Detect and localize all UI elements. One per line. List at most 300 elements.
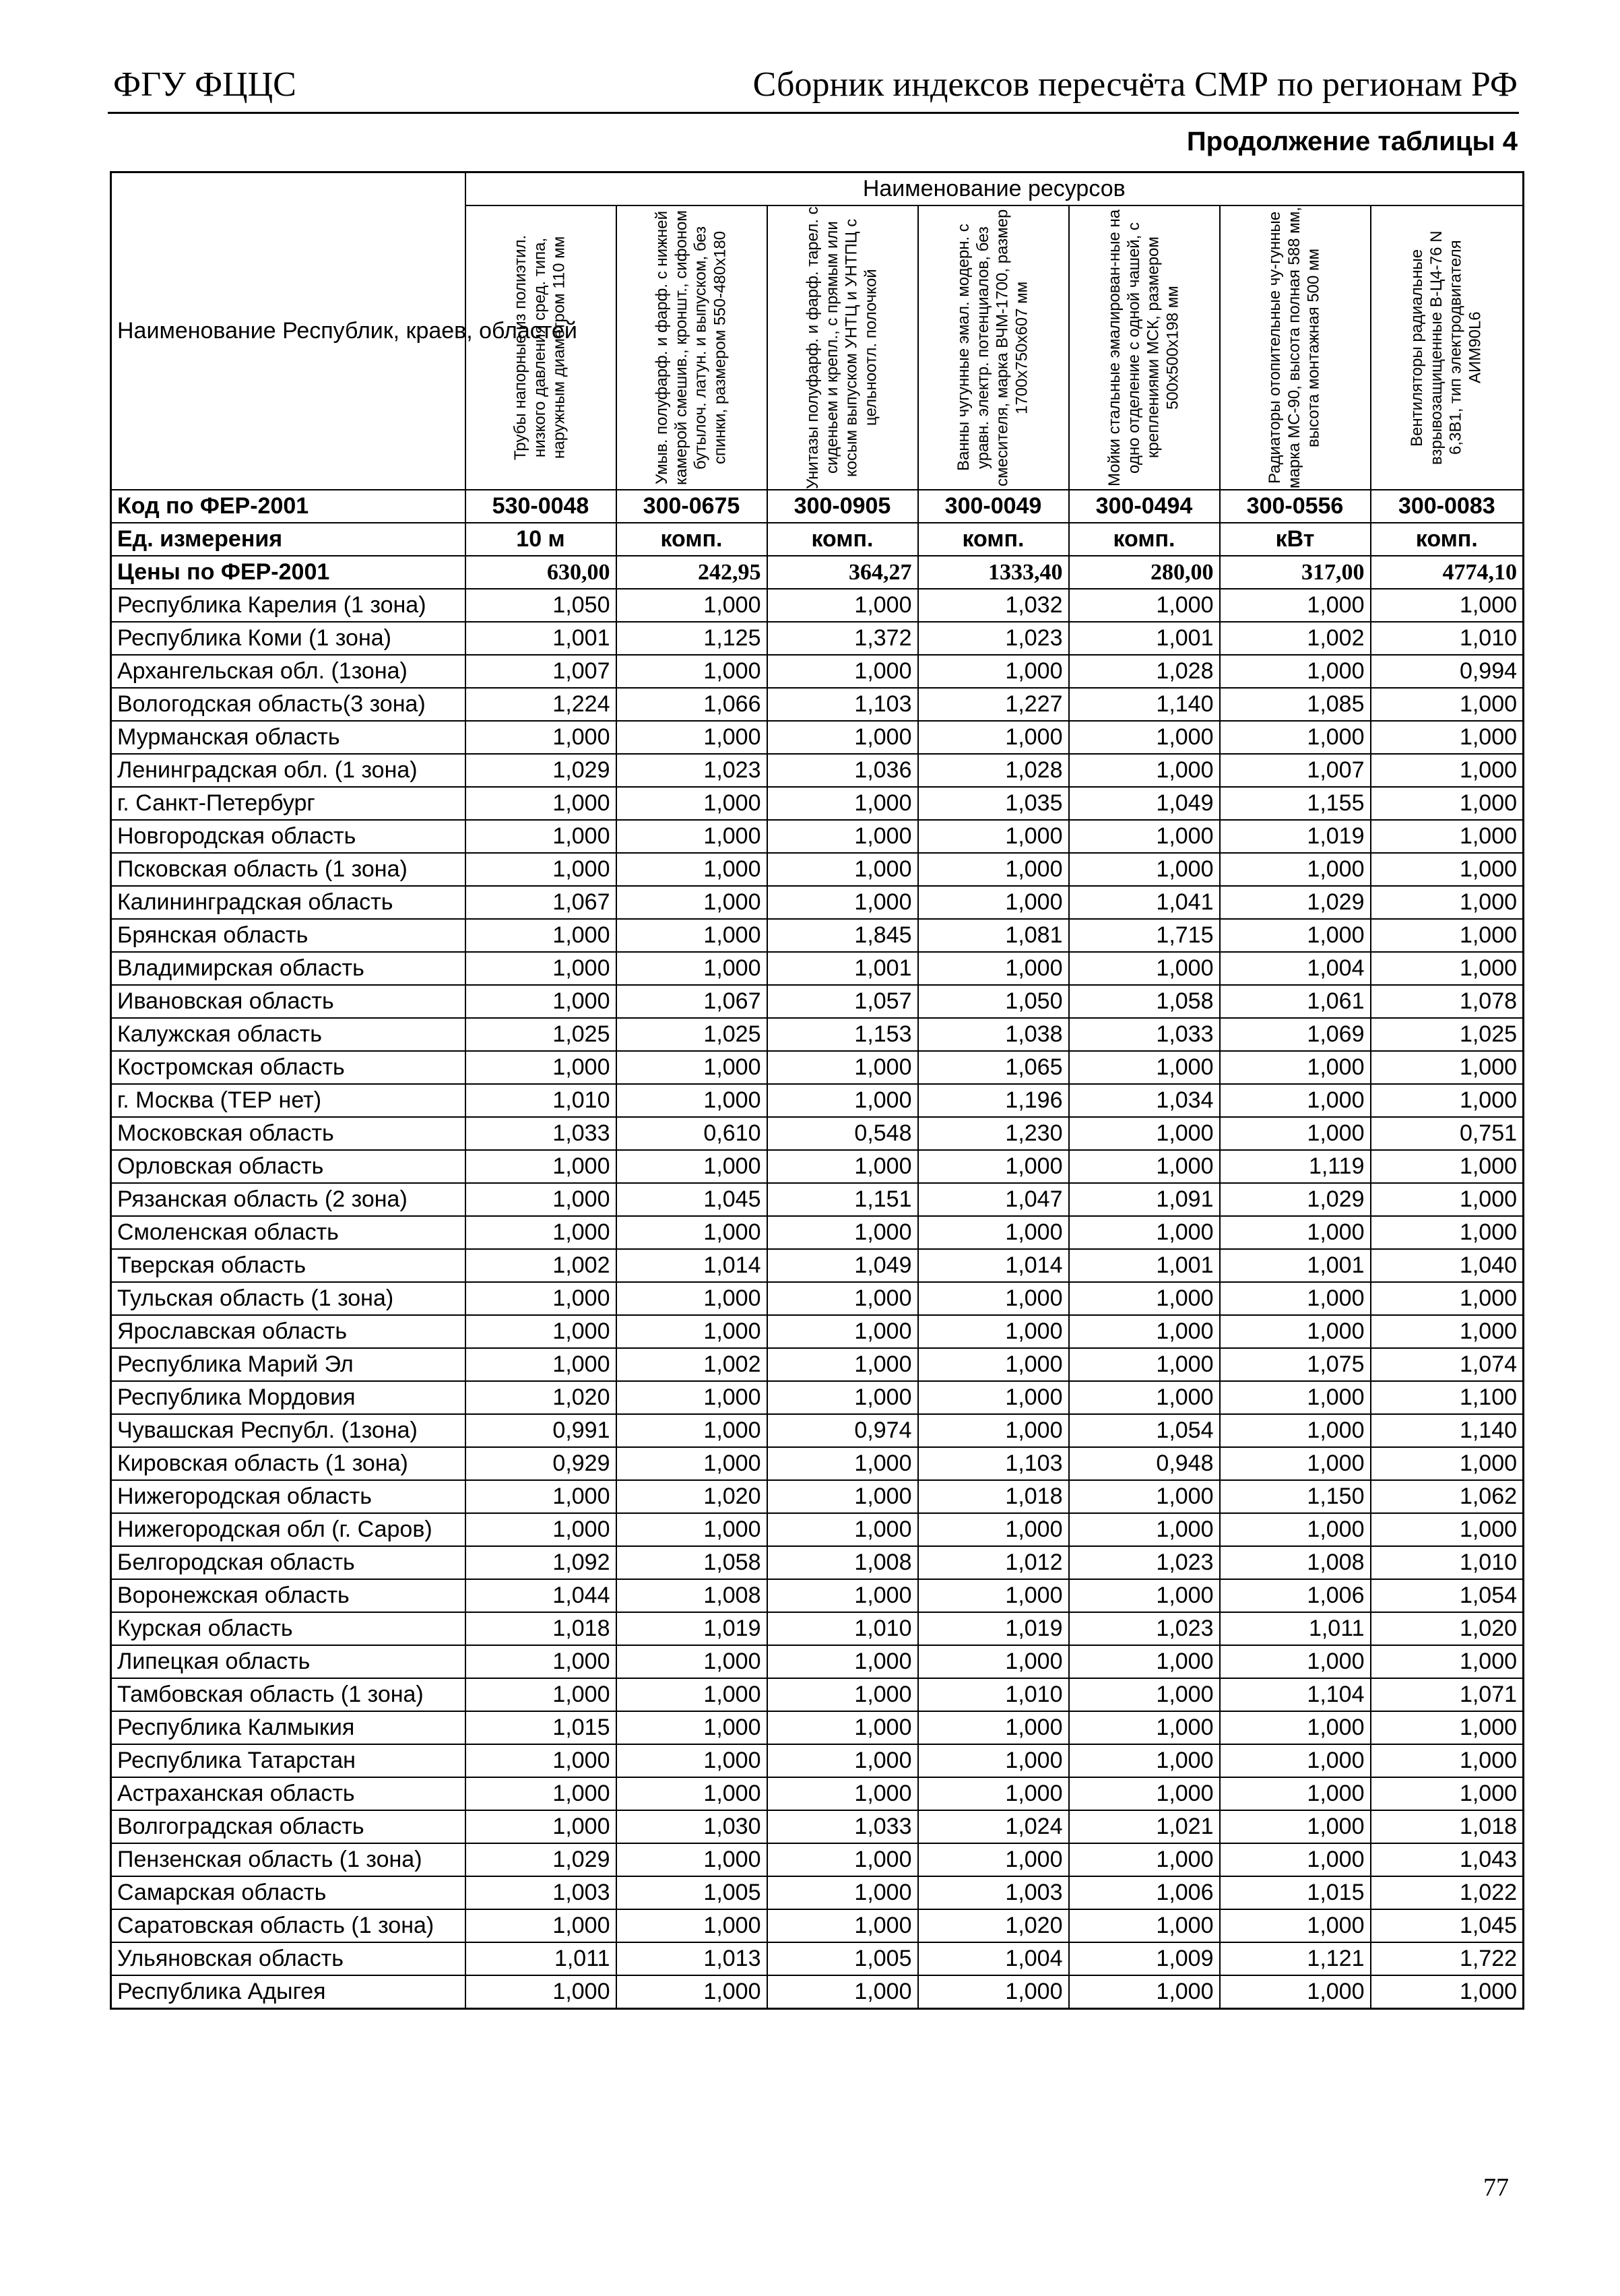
index-value: 1,000 xyxy=(616,1975,767,2009)
index-value: 1,033 xyxy=(465,1117,616,1150)
index-value: 1,015 xyxy=(1220,1876,1371,1909)
index-value: 1,000 xyxy=(1220,1975,1371,2009)
index-value: 1,019 xyxy=(918,1612,1069,1645)
index-value: 1,001 xyxy=(465,622,616,655)
index-value: 1,000 xyxy=(616,1777,767,1810)
code-label: Код по ФЕР-2001 xyxy=(111,490,465,523)
index-value: 1,000 xyxy=(918,655,1069,688)
index-value: 1,000 xyxy=(1220,1315,1371,1348)
index-value: 1,000 xyxy=(465,919,616,952)
index-value: 1,104 xyxy=(1220,1678,1371,1711)
index-value: 1,000 xyxy=(767,1315,918,1348)
index-value: 1,000 xyxy=(465,1975,616,2009)
index-value: 1,038 xyxy=(918,1018,1069,1051)
index-value: 1,000 xyxy=(767,1876,918,1909)
table-row xyxy=(111,655,1524,688)
index-value: 1,000 xyxy=(1069,952,1220,985)
index-value: 1,000 xyxy=(767,1348,918,1381)
index-value: 1,067 xyxy=(616,985,767,1018)
index-value: 1,002 xyxy=(465,1249,616,1282)
index-value: 1,000 xyxy=(1069,1579,1220,1612)
index-value: 1,000 xyxy=(767,1216,918,1249)
index-value: 1,000 xyxy=(1220,1711,1371,1744)
resource-price: 630,00 xyxy=(465,556,616,589)
index-value: 1,002 xyxy=(616,1348,767,1381)
index-value: 1,000 xyxy=(1069,1282,1220,1315)
index-value: 1,000 xyxy=(465,1909,616,1942)
index-value: 1,000 xyxy=(616,1678,767,1711)
index-value: 1,000 xyxy=(1371,1777,1524,1810)
region-name: Вологодская область(3 зона) xyxy=(111,688,465,721)
index-value: 1,000 xyxy=(465,1744,616,1777)
index-value: 1,000 xyxy=(918,1348,1069,1381)
index-value: 1,066 xyxy=(616,688,767,721)
index-value: 1,034 xyxy=(1069,1084,1220,1117)
index-value: 1,000 xyxy=(465,1348,616,1381)
index-value: 0,991 xyxy=(465,1414,616,1447)
index-value: 1,000 xyxy=(1069,820,1220,853)
table-continuation-label: Продолжение таблицы 4 xyxy=(1186,127,1518,156)
resource-column-title: Унитазы полуфарф. и фарф. тарел. с сиденьем и крепл., с прямым или косым выпуском УНТЦ и УНТПЦ с цельноотл. полочкой xyxy=(803,206,880,489)
index-value: 1,005 xyxy=(767,1942,918,1975)
index-value: 1,000 xyxy=(918,1975,1069,2009)
table-row xyxy=(111,1876,1524,1909)
table-row xyxy=(111,589,1524,622)
index-value: 1,023 xyxy=(1069,1612,1220,1645)
index-value: 1,020 xyxy=(1371,1612,1524,1645)
region-name: Московская область xyxy=(111,1117,465,1150)
index-value: 1,000 xyxy=(1371,1084,1524,1117)
region-name: Пензенская область (1 зона) xyxy=(111,1843,465,1876)
resource-code: 300-0494 xyxy=(1069,490,1220,523)
region-name: Нижегородская обл (г. Саров) xyxy=(111,1513,465,1546)
table-row xyxy=(111,1447,1524,1480)
index-value: 1,000 xyxy=(1220,1744,1371,1777)
index-value: 1,000 xyxy=(767,1051,918,1084)
index-value: 1,000 xyxy=(1069,1711,1220,1744)
index-value: 1,021 xyxy=(1069,1810,1220,1843)
table-row xyxy=(111,1909,1524,1942)
index-value: 1,000 xyxy=(465,1150,616,1183)
table-row xyxy=(111,1942,1524,1975)
resource-column-title: Трубы напорные из полиэтил. низкого давления сред. типа, наружным диаметром 110 мм xyxy=(511,234,569,461)
index-value: 1,013 xyxy=(616,1942,767,1975)
region-name: Калужская область xyxy=(111,1018,465,1051)
index-value: 1,025 xyxy=(1371,1018,1524,1051)
index-value: 1,000 xyxy=(1220,1051,1371,1084)
index-value: 1,000 xyxy=(1220,1117,1371,1150)
region-name: Республика Коми (1 зона) xyxy=(111,622,465,655)
index-value: 1,065 xyxy=(918,1051,1069,1084)
region-name: Липецкая область xyxy=(111,1645,465,1678)
table-row xyxy=(111,1282,1524,1315)
index-value: 1,000 xyxy=(918,1216,1069,1249)
resource-price: 1333,40 xyxy=(918,556,1069,589)
region-name: Нижегородская область xyxy=(111,1480,465,1513)
region-name: Саратовская область (1 зона) xyxy=(111,1909,465,1942)
table-row xyxy=(111,1414,1524,1447)
index-value: 1,000 xyxy=(918,1414,1069,1447)
table-row xyxy=(111,1711,1524,1744)
table-row xyxy=(111,1579,1524,1612)
index-value: 1,029 xyxy=(465,754,616,787)
index-value: 1,121 xyxy=(1220,1942,1371,1975)
index-value: 1,057 xyxy=(767,985,918,1018)
index-value: 1,000 xyxy=(1069,1843,1220,1876)
region-name: Республика Карелия (1 зона) xyxy=(111,589,465,622)
resource-column-header xyxy=(767,205,918,490)
header-organization: ФГУ ФЦЦС xyxy=(113,65,296,104)
table-row xyxy=(111,1975,1524,2009)
index-value: 1,100 xyxy=(1371,1381,1524,1414)
index-value: 1,000 xyxy=(465,985,616,1018)
index-value: 1,028 xyxy=(918,754,1069,787)
table-row xyxy=(111,1645,1524,1678)
index-value: 1,091 xyxy=(1069,1183,1220,1216)
index-value: 1,000 xyxy=(616,787,767,820)
index-value: 1,000 xyxy=(767,1282,918,1315)
region-name: Владимирская область xyxy=(111,952,465,985)
resource-price: 4774,10 xyxy=(1371,556,1524,589)
region-name: Республика Татарстан xyxy=(111,1744,465,1777)
index-value: 1,153 xyxy=(767,1018,918,1051)
index-value: 1,000 xyxy=(1069,1975,1220,2009)
index-value: 1,000 xyxy=(1371,886,1524,919)
index-value: 1,000 xyxy=(1371,754,1524,787)
index-value: 1,000 xyxy=(1220,1810,1371,1843)
index-value: 1,085 xyxy=(1220,688,1371,721)
index-value: 1,000 xyxy=(1220,1909,1371,1942)
region-name: Самарская область xyxy=(111,1876,465,1909)
region-name: Ивановская область xyxy=(111,985,465,1018)
index-value: 1,022 xyxy=(1371,1876,1524,1909)
index-value: 1,036 xyxy=(767,754,918,787)
resource-price: 364,27 xyxy=(767,556,918,589)
index-value: 1,074 xyxy=(1371,1348,1524,1381)
index-value: 1,000 xyxy=(616,1051,767,1084)
resource-column-title: Ванны чугунные эмал. модерн. с уравн. электр. потенциалов, без смесителя, марка ВЧМ-1700, размер 1700x750x607 мм xyxy=(954,209,1031,486)
region-name: Республика Адыгея xyxy=(111,1975,465,2009)
index-value: 1,000 xyxy=(616,1909,767,1942)
table-row xyxy=(111,1018,1524,1051)
index-value: 1,000 xyxy=(1371,1315,1524,1348)
region-name: Астраханская область xyxy=(111,1777,465,1810)
index-value: 1,020 xyxy=(918,1909,1069,1942)
index-value: 1,000 xyxy=(1220,721,1371,754)
index-value: 1,007 xyxy=(1220,754,1371,787)
index-value: 1,001 xyxy=(767,952,918,985)
index-value: 1,000 xyxy=(465,1051,616,1084)
index-value: 1,030 xyxy=(616,1810,767,1843)
index-value: 1,103 xyxy=(918,1447,1069,1480)
index-table xyxy=(110,171,1524,2010)
index-value: 1,000 xyxy=(1069,1909,1220,1942)
index-value: 1,007 xyxy=(465,655,616,688)
index-value: 1,000 xyxy=(616,853,767,886)
header-collection-title: Сборник индексов пересчёта СМР по регионам РФ xyxy=(752,65,1518,104)
index-value: 1,075 xyxy=(1220,1348,1371,1381)
index-value: 1,019 xyxy=(1220,820,1371,853)
resource-unit: комп. xyxy=(918,523,1069,556)
index-value: 1,000 xyxy=(616,886,767,919)
index-value: 1,000 xyxy=(918,1843,1069,1876)
index-value: 1,000 xyxy=(616,1645,767,1678)
index-value: 1,000 xyxy=(1220,589,1371,622)
index-value: 1,011 xyxy=(465,1942,616,1975)
index-value: 1,000 xyxy=(1371,1183,1524,1216)
region-column-header: Наименование Республик, краев, областей xyxy=(111,172,465,490)
index-value: 1,020 xyxy=(616,1480,767,1513)
index-value: 1,000 xyxy=(616,1843,767,1876)
index-value: 1,015 xyxy=(465,1711,616,1744)
table-row xyxy=(111,1744,1524,1777)
table-row xyxy=(111,688,1524,721)
index-value: 1,023 xyxy=(918,622,1069,655)
index-value: 1,054 xyxy=(1371,1579,1524,1612)
index-value: 1,000 xyxy=(1371,1711,1524,1744)
index-value: 1,000 xyxy=(767,721,918,754)
index-value: 1,041 xyxy=(1069,886,1220,919)
table-row xyxy=(111,1117,1524,1150)
index-value: 1,043 xyxy=(1371,1843,1524,1876)
index-value: 1,010 xyxy=(767,1612,918,1645)
region-name: Курская область xyxy=(111,1612,465,1645)
resource-unit: кВт xyxy=(1220,523,1371,556)
table-row xyxy=(111,1084,1524,1117)
index-value: 1,000 xyxy=(1069,721,1220,754)
index-value: 1,000 xyxy=(1069,589,1220,622)
index-value: 1,032 xyxy=(918,589,1069,622)
index-value: 1,000 xyxy=(1371,1216,1524,1249)
resource-unit: комп. xyxy=(616,523,767,556)
index-value: 1,008 xyxy=(767,1546,918,1579)
index-value: 1,006 xyxy=(1220,1579,1371,1612)
index-value: 1,006 xyxy=(1069,1876,1220,1909)
index-value: 1,000 xyxy=(1069,1051,1220,1084)
index-value: 1,000 xyxy=(616,952,767,985)
resource-unit: комп. xyxy=(1371,523,1524,556)
index-value: 1,000 xyxy=(616,721,767,754)
index-value: 1,029 xyxy=(1220,1183,1371,1216)
index-value: 1,000 xyxy=(616,1150,767,1183)
index-value: 1,000 xyxy=(1371,688,1524,721)
index-value: 1,040 xyxy=(1371,1249,1524,1282)
index-value: 1,000 xyxy=(918,1711,1069,1744)
region-name: Архангельская обл. (1зона) xyxy=(111,655,465,688)
index-value: 1,000 xyxy=(1371,1744,1524,1777)
index-value: 1,023 xyxy=(1069,1546,1220,1579)
index-value: 1,000 xyxy=(1371,721,1524,754)
index-value: 1,028 xyxy=(1069,655,1220,688)
index-value: 1,033 xyxy=(1069,1018,1220,1051)
index-value: 1,000 xyxy=(918,1645,1069,1678)
index-value: 1,000 xyxy=(1371,952,1524,985)
index-value: 0,929 xyxy=(465,1447,616,1480)
index-value: 1,000 xyxy=(767,1480,918,1513)
index-value: 0,548 xyxy=(767,1117,918,1150)
table-row xyxy=(111,985,1524,1018)
index-value: 1,000 xyxy=(465,1282,616,1315)
region-name: Волгоградская область xyxy=(111,1810,465,1843)
index-value: 1,000 xyxy=(767,1843,918,1876)
index-value: 1,000 xyxy=(1220,1777,1371,1810)
index-value: 1,054 xyxy=(1069,1414,1220,1447)
index-value: 1,081 xyxy=(918,919,1069,952)
region-name: Республика Мордовия xyxy=(111,1381,465,1414)
index-value: 1,000 xyxy=(465,1480,616,1513)
index-value: 1,000 xyxy=(1069,853,1220,886)
index-value: 1,000 xyxy=(1371,1282,1524,1315)
index-value: 1,000 xyxy=(767,787,918,820)
index-value: 1,196 xyxy=(918,1084,1069,1117)
resource-code: 300-0675 xyxy=(616,490,767,523)
index-value: 1,000 xyxy=(616,1381,767,1414)
index-value: 1,058 xyxy=(616,1546,767,1579)
table-row xyxy=(111,1513,1524,1546)
index-value: 1,000 xyxy=(616,1084,767,1117)
index-value: 1,000 xyxy=(1069,1744,1220,1777)
index-value: 1,000 xyxy=(1220,919,1371,952)
index-value: 1,000 xyxy=(1371,919,1524,952)
region-name: Рязанская область (2 зона) xyxy=(111,1183,465,1216)
index-value: 1,000 xyxy=(1371,1447,1524,1480)
index-value: 1,140 xyxy=(1069,688,1220,721)
resource-column-header xyxy=(1371,205,1524,490)
index-value: 1,000 xyxy=(1220,1381,1371,1414)
index-value: 1,000 xyxy=(1069,1150,1220,1183)
index-value: 1,000 xyxy=(465,1678,616,1711)
index-value: 1,000 xyxy=(465,820,616,853)
index-value: 1,224 xyxy=(465,688,616,721)
region-name: г. Санкт-Петербург xyxy=(111,787,465,820)
index-value: 1,000 xyxy=(918,1513,1069,1546)
index-value: 1,010 xyxy=(918,1678,1069,1711)
index-value: 1,000 xyxy=(767,1777,918,1810)
region-name: Белгородская область xyxy=(111,1546,465,1579)
index-value: 1,069 xyxy=(1220,1018,1371,1051)
index-value: 1,000 xyxy=(616,589,767,622)
index-value: 1,014 xyxy=(918,1249,1069,1282)
index-value: 1,845 xyxy=(767,919,918,952)
index-value: 1,000 xyxy=(767,820,918,853)
index-value: 1,024 xyxy=(918,1810,1069,1843)
table-row xyxy=(111,1678,1524,1711)
index-value: 1,000 xyxy=(918,952,1069,985)
index-value: 1,000 xyxy=(1371,1975,1524,2009)
index-value: 1,092 xyxy=(465,1546,616,1579)
index-value: 1,062 xyxy=(1371,1480,1524,1513)
index-value: 1,000 xyxy=(465,1810,616,1843)
index-value: 1,000 xyxy=(1069,1381,1220,1414)
region-name: Тульская область (1 зона) xyxy=(111,1282,465,1315)
index-value: 1,029 xyxy=(465,1843,616,1876)
index-value: 1,103 xyxy=(767,688,918,721)
table-row xyxy=(111,1315,1524,1348)
index-value: 1,000 xyxy=(1069,1216,1220,1249)
region-name: Тверская область xyxy=(111,1249,465,1282)
region-name: Ярославская область xyxy=(111,1315,465,1348)
table-row xyxy=(111,1183,1524,1216)
resource-column-title: Умыв. полуфарф. и фарф. с нижней камерой смешив., кроншт., сифоном бутылоч. латун. и выпуском, без спинки, размером 550-480x180 xyxy=(652,210,730,485)
index-value: 1,061 xyxy=(1220,985,1371,1018)
index-value: 1,025 xyxy=(465,1018,616,1051)
index-value: 1,003 xyxy=(465,1876,616,1909)
table-row xyxy=(111,1777,1524,1810)
index-value: 1,000 xyxy=(465,1216,616,1249)
index-value: 1,023 xyxy=(616,754,767,787)
index-value: 1,047 xyxy=(918,1183,1069,1216)
index-value: 1,050 xyxy=(465,589,616,622)
index-value: 1,000 xyxy=(767,589,918,622)
index-value: 1,058 xyxy=(1069,985,1220,1018)
resource-column-header xyxy=(1069,205,1220,490)
index-value: 1,000 xyxy=(616,1711,767,1744)
index-value: 1,000 xyxy=(918,1282,1069,1315)
index-value: 1,000 xyxy=(918,1315,1069,1348)
index-value: 1,019 xyxy=(616,1612,767,1645)
resource-price: 242,95 xyxy=(616,556,767,589)
index-value: 1,000 xyxy=(1220,1414,1371,1447)
index-value: 1,151 xyxy=(767,1183,918,1216)
index-value: 1,000 xyxy=(767,1513,918,1546)
index-value: 1,000 xyxy=(767,1579,918,1612)
index-value: 1,000 xyxy=(465,1183,616,1216)
index-value: 1,000 xyxy=(1220,1447,1371,1480)
index-value: 1,010 xyxy=(465,1084,616,1117)
table-row xyxy=(111,1249,1524,1282)
resource-code: 530-0048 xyxy=(465,490,616,523)
index-value: 1,000 xyxy=(1220,1513,1371,1546)
index-value: 1,000 xyxy=(767,1678,918,1711)
index-value: 1,000 xyxy=(465,1315,616,1348)
index-value: 1,000 xyxy=(616,1216,767,1249)
index-value: 1,000 xyxy=(767,1909,918,1942)
index-value: 1,002 xyxy=(1220,622,1371,655)
table-row xyxy=(111,1150,1524,1183)
resource-column-header xyxy=(1220,205,1371,490)
header-divider xyxy=(108,112,1519,114)
index-value: 0,994 xyxy=(1371,655,1524,688)
index-value: 1,001 xyxy=(1220,1249,1371,1282)
index-value: 1,140 xyxy=(1371,1414,1524,1447)
index-value: 1,000 xyxy=(918,1777,1069,1810)
index-value: 1,000 xyxy=(767,1744,918,1777)
index-value: 1,009 xyxy=(1069,1942,1220,1975)
resource-column-header xyxy=(465,205,616,490)
region-name: Ульяновская область xyxy=(111,1942,465,1975)
region-name: Брянская область xyxy=(111,919,465,952)
region-name: Калининградская область xyxy=(111,886,465,919)
index-value: 1,018 xyxy=(465,1612,616,1645)
index-value: 1,000 xyxy=(616,1282,767,1315)
index-value: 1,000 xyxy=(465,1777,616,1810)
resource-column-title: Вентиляторы радиальные взрывозащищенные В-Ц4-76 N 6,3В1, тип электродвигателя АИМ90L6 xyxy=(1408,230,1485,465)
index-value: 1,001 xyxy=(1069,1249,1220,1282)
resource-group-header: Наименование ресурсов xyxy=(465,172,1524,206)
index-value: 1,000 xyxy=(1220,1843,1371,1876)
resource-code: 300-0556 xyxy=(1220,490,1371,523)
index-value: 1,025 xyxy=(616,1018,767,1051)
table-row xyxy=(111,952,1524,985)
index-value: 1,012 xyxy=(918,1546,1069,1579)
resource-price: 280,00 xyxy=(1069,556,1220,589)
resource-unit: комп. xyxy=(767,523,918,556)
index-value: 1,000 xyxy=(767,655,918,688)
index-value: 1,000 xyxy=(1069,1678,1220,1711)
index-value: 1,000 xyxy=(616,820,767,853)
page-number: 77 xyxy=(1483,2173,1509,2202)
index-value: 1,010 xyxy=(1371,622,1524,655)
